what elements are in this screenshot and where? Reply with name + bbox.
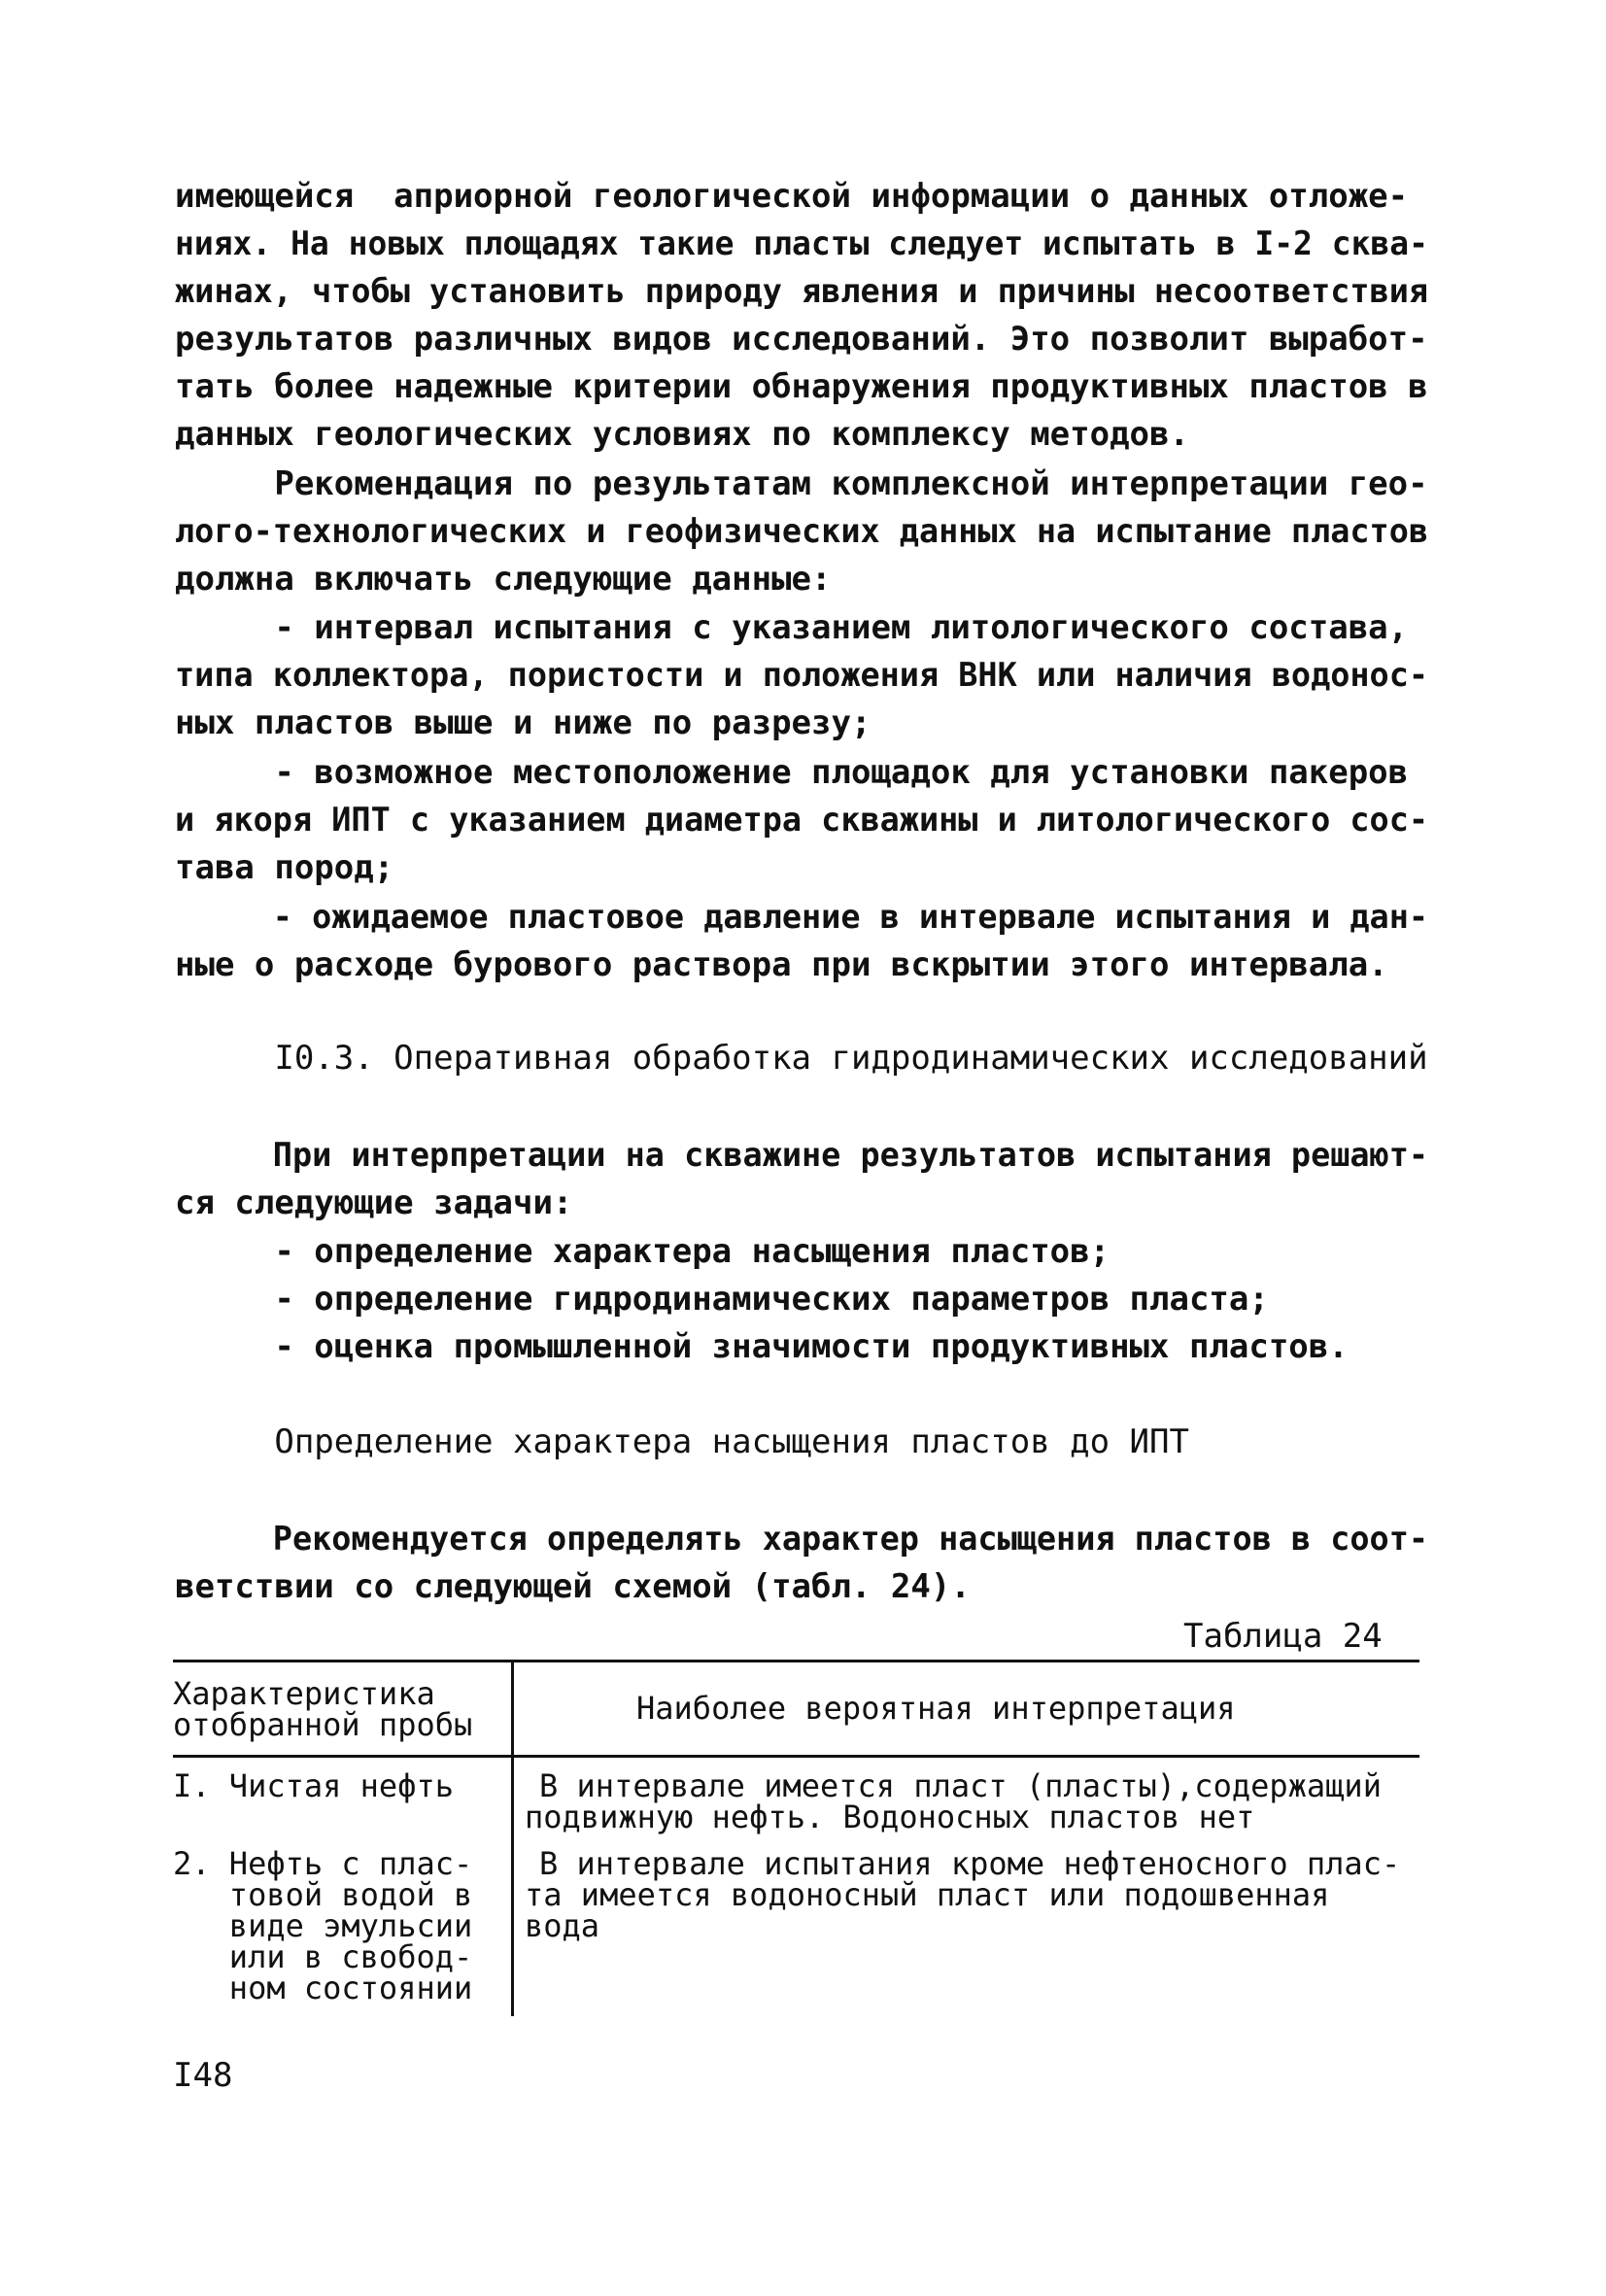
- list-item-line: - возможное местоположение площадок для установки пакеров: [175, 753, 1409, 792]
- table-cell: виде эмульсии: [173, 1907, 473, 1944]
- text-line: жинах, чтобы установить природу явления и причины несоответствия: [175, 272, 1429, 311]
- list-item-line: тава пород;: [175, 848, 394, 887]
- text-line: результатов различных видов исследований. Это позволит выработ-: [175, 320, 1428, 359]
- list-item-line: и якоря ИПТ с указанием диаметра скважины и литологического сос-: [175, 801, 1429, 840]
- text-line: тать более надежные критерии обнаружения продуктивных пластов в: [175, 367, 1428, 406]
- list-item-line: - интервал испытания с указанием литологического состава,: [175, 608, 1409, 647]
- table-cell: 2. Нефть с плас-: [173, 1845, 473, 1882]
- table-cell: подвижную нефть. Водоносных пластов нет: [525, 1799, 1255, 1835]
- list-item-line: типа коллектора, пористости и положения ВНК или наличия водонос-: [175, 656, 1429, 695]
- table-cell: товой водой в: [173, 1876, 473, 1913]
- table-top-rule: [173, 1660, 1419, 1662]
- text-line: ниях. На новых площадях такие пласты следует испытать в I-2 сква-: [175, 224, 1428, 263]
- list-item-line: - определение гидродинамических параметров пласта;: [175, 1280, 1269, 1319]
- table-cell: ном состоянии: [173, 1970, 473, 2006]
- table-cell: та имеется водоносный пласт или подошвенная: [525, 1876, 1330, 1913]
- text-line: ветствии со следующей схемой (табл. 24).: [175, 1567, 971, 1606]
- list-item-line: - определение характера насыщения пластов;: [175, 1232, 1111, 1271]
- text-line: должна включать следующие данные:: [175, 560, 832, 599]
- text-line: ся следующие задачи:: [175, 1183, 573, 1222]
- list-item-line: ных пластов выше и ниже по разрезу;: [175, 703, 871, 742]
- table-header-rule: [173, 1755, 1419, 1758]
- list-item-line: - оценка промышленной значимости продуктивных пластов.: [175, 1327, 1349, 1366]
- table-cell: В интервале испытания кроме нефтеносного плас-: [539, 1845, 1401, 1882]
- table-cell: вода: [525, 1907, 600, 1944]
- table-label: Таблица 24: [1183, 1617, 1383, 1656]
- table-cell: I. Чистая нефть: [173, 1767, 454, 1804]
- list-item-line: ные о расходе бурового раствора при вскрытии этого интервала.: [175, 945, 1388, 984]
- subheading: Определение характера насыщения пластов до ИПТ: [175, 1422, 1189, 1461]
- header-col1-line: отобранной пробы: [173, 1706, 473, 1743]
- table-cell: В интервале имеется пласт (пласты),содержащий: [539, 1767, 1382, 1804]
- text-line: лого-технологических и геофизических данных на испытание пластов: [175, 512, 1429, 551]
- page-number: I48: [173, 2056, 233, 2095]
- header-col1-line: Характеристика: [173, 1675, 435, 1712]
- table-column-divider: [511, 1660, 514, 2016]
- text-line: имеющейся априорной геологической информации о данных отложе-: [175, 177, 1409, 216]
- list-item-line: - ожидаемое пластовое давление в интервале испытания и дан-: [175, 898, 1429, 937]
- text-line: данных геологических условиях по комплексу методов.: [175, 415, 1189, 454]
- text-line: Рекомендация по результатам комплексной интерпретации гео-: [175, 464, 1428, 503]
- text-line: Рекомендуется определять характер насыщения пластов в соот-: [175, 1520, 1429, 1559]
- table-cell: или в свобод-: [173, 1938, 473, 1975]
- header-col2: Наиболее вероятная интерпретация: [636, 1690, 1236, 1727]
- section-heading: I0.3. Оперативная обработка гидродинамических исследований: [175, 1039, 1428, 1078]
- text-line: При интерпретации на скважине результатов испытания решают-: [175, 1136, 1429, 1175]
